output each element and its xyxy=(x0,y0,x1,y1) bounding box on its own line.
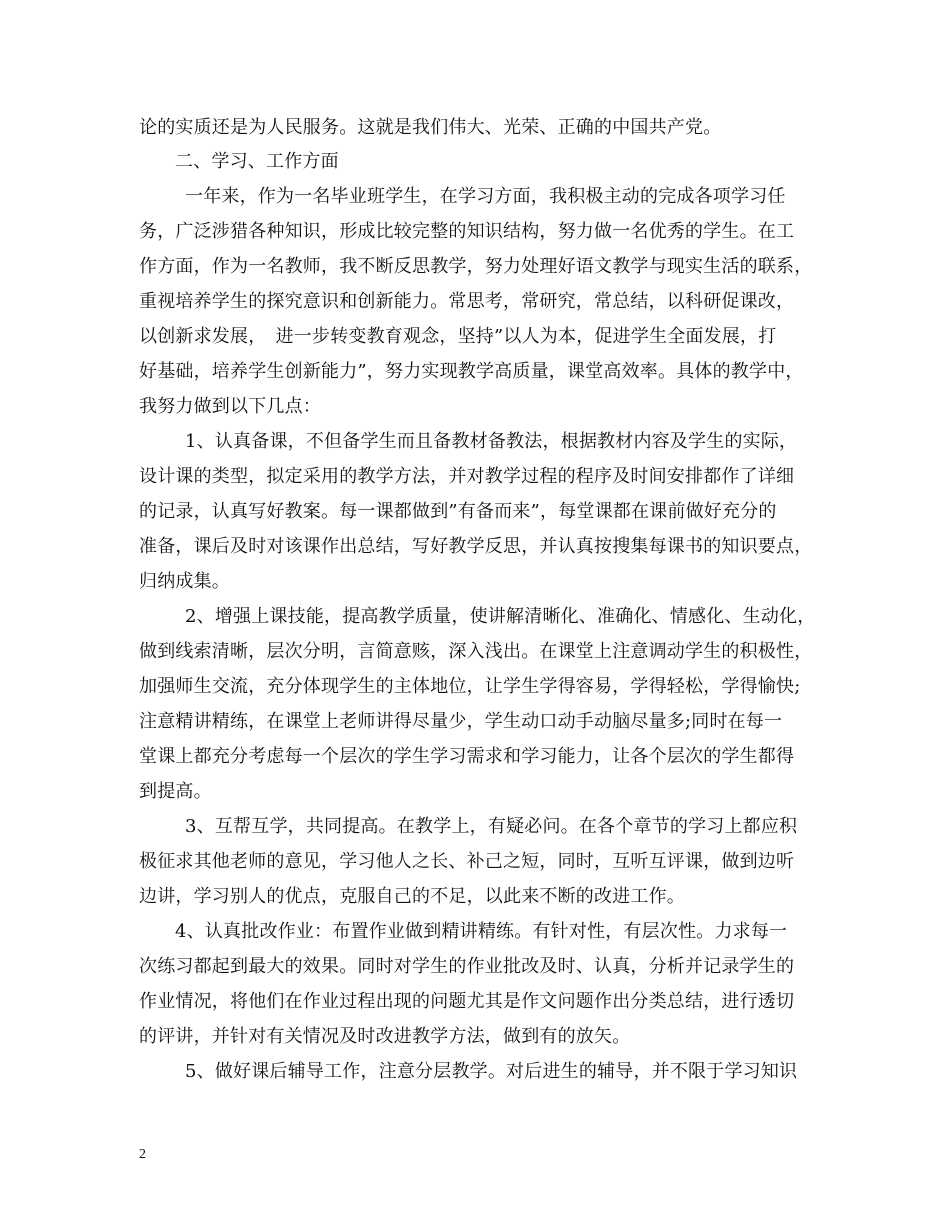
text-line: 归纳成集。 xyxy=(139,571,230,592)
text-line: 次练习都起到最大的效果。同时对学生的作业批改及时、认真，分析并记录学生的 xyxy=(139,956,795,977)
text-line: 注意精讲精练，在课堂上老师讲得尽量少，学生动口动手动脑尽量多;同时在每一 xyxy=(139,711,783,732)
text-line: 设计课的类型，拟定采用的教学方法，并对教学过程的程序及时间安排都作了详细 xyxy=(139,466,795,487)
text-line: 到提高。 xyxy=(139,781,212,802)
text-line: 1、认真备课，不但备学生而且备教材备教法，根据教材内容及学生的实际， xyxy=(185,431,798,452)
text-line: 堂课上都充分考虑每一个层次的学生学习需求和学习能力，让各个层次的学生都得 xyxy=(139,746,795,767)
text-line: 作业情况，将他们在作业过程出现的问题尤其是作文问题作出分类总结，进行透切 xyxy=(139,991,795,1012)
text-line: 5、做好课后辅导工作，注意分层教学。对后进生的辅导，并不限于学习知识 xyxy=(185,1061,798,1082)
text-line: 的评讲，并针对有关情况及时改进教学方法，做到有的放矢。 xyxy=(139,1026,631,1047)
section-heading: 二、学习、工作方面 xyxy=(175,151,339,172)
text-line: 极征求其他老师的意见，学习他人之长、补己之短，同时，互听互评课，做到边听 xyxy=(139,851,795,872)
text-line: 准备，课后及时对该课作出总结，写好教学反思，并认真按搜集每课书的知识要点， xyxy=(139,536,813,557)
text-line: 做到线索清晰，层次分明，言简意赅，深入浅出。在课堂上注意调动学生的积极性， xyxy=(139,641,813,662)
text-line: 边讲，学习别人的优点，克服自己的不足，以此来不断的改进工作。 xyxy=(139,886,685,907)
text-line: 的记录，认真写好教案。每一课都做到”有备而来”，每堂课都在课前做好充分的 xyxy=(139,501,777,522)
text-line: 4、认真批改作业：布置作业做到精讲精练。有针对性，有层次性。力求每一 xyxy=(175,921,788,942)
text-line: 好基础，培养学生创新能力”，努力实现教学高质量，课堂高效率。具体的教学中， xyxy=(139,361,804,382)
text-line: 重视培养学生的探究意识和创新能力。常思考，常研究，常总结，以科研促课改， xyxy=(139,291,795,312)
text-line: 2、增强上课技能，提高教学质量，使讲解清晰化、准确化、情感化、生动化， xyxy=(185,606,816,627)
text-line: 务，广泛涉猎各种知识，形成比较完整的知识结构，努力做一名优秀的学生。在工 xyxy=(139,221,795,242)
text-line: 一年来，作为一名毕业班学生，在学习方面，我积极主动的完成各项学习任 xyxy=(185,186,786,207)
text-line: 加强师生交流，充分体现学生的主体地位，让学生学得容易，学得轻松，学得愉快; xyxy=(139,676,801,697)
text-line: 作方面，作为一名教师，我不断反思教学，努力处理好语文教学与现实生活的联系， xyxy=(139,256,813,277)
page-number: 2 xyxy=(139,1147,146,1162)
text-line: 3、互帮互学，共同提高。在教学上，有疑必问。在各个章节的学习上都应积 xyxy=(185,816,798,837)
text-line: 我努力做到以下几点： xyxy=(139,396,321,417)
text-line: 以创新求发展， 进一步转变教育观念，坚持”以人为本，促进学生全面发展，打 xyxy=(139,326,777,347)
text-line: 论的实质还是为人民服务。这就是我们伟大、光荣、正确的中国共产党。 xyxy=(139,117,722,138)
